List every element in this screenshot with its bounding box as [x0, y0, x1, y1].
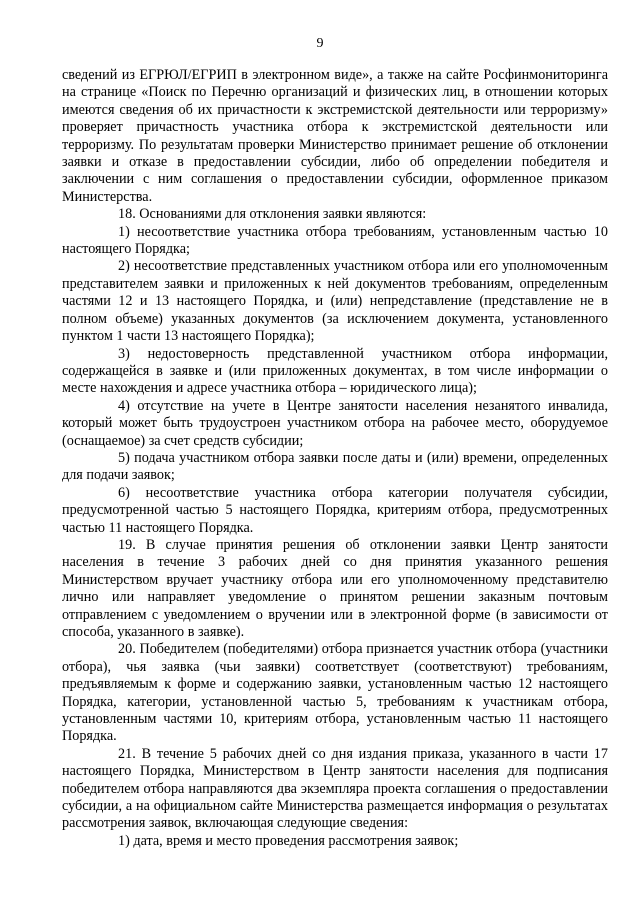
paragraph-18-item-1: 1) несоответствие участника отбора требованиям, установленным частью 10 настоящего Порядка;: [62, 223, 608, 258]
paragraph-18-item-4: 4) отсутствие на учете в Центре занятости населения незанятого инвалида, который может быть трудоустроен участником отбора на рабочее место, оборудуемое (оснащаемое) за счет средств субсидии;: [62, 397, 608, 449]
paragraph-continuation: сведений из ЕГРЮЛ/ЕГРИП в электронном виде», а также на сайте Росфинмониторинга на странице «Поиск по Перечню организаций и физических лиц, в отношении которых имеются сведения об их причастности к экстремистской деятельности или терроризму» проверяет причастность участника отбора к экстремистской деятельности или терроризму. По результатам проверки Министерство принимает решение об отклонении заявки и отказе в предоставлении субсидии, либо об определении победителя и заключении с ним соглашения о предоставлении субсидии, оформленное приказом Министерства.: [62, 67, 608, 205]
paragraph-21: 21. В течение 5 рабочих дней со дня издания приказа, указанного в части 17 настоящего Порядка, Министерством в Центр занятости населения для подписания победителем отбора направляются два экземпляра проекта соглашения о предоставлении субсидии, а на официальном сайте Министерства размещается информация о результатах рассмотрения заявок, включающая следующие сведения:: [62, 745, 608, 832]
paragraph-18-item-2: 2) несоответствие представленных участником отбора или его уполномоченным представителем заявки и приложенных к ней документов требованиям, определенным частями 12 и 13 настоящего Порядка, и (или) непредставление (представление не в полном объеме) указанных документов (за исключением документа, установленного пунктом 1 части 13 настоящего Порядка);: [62, 258, 608, 345]
paragraph-19: 19. В случае принятия решения об отклонении заявки Центр занятости населения в течение 3 рабочих дней со дня принятия указанного решения Министерством вручает участнику отбора или его уполномоченному представителю лично или направляет уведомление о принятом решении заказным почтовым отправлением с уведомлением о вручении или в электронной форме (в зависимости от способа, указанного в заявке).: [62, 536, 608, 640]
document-body: [62, 67, 608, 850]
paragraph-18-item-6: 6) несоответствие участника отбора категории получателя субсидии, предусмотренной частью 5 настоящего Порядка, критериям отбора, предусмотренных частью 11 настоящего Порядка.: [62, 484, 608, 536]
paragraph-18-item-3: 3) недостоверность представленной участником отбора информации, содержащейся в заявке и (или приложенных документах, в том числе информации о месте нахождения и адресе участника отбора – юридического лица);: [62, 345, 608, 397]
paragraph-21-item-1: 1) дата, время и место проведения рассмотрения заявок;: [118, 832, 459, 849]
paragraph-18-item-5: 5) подача участником отбора заявки после даты и (или) времени, определенных для подачи заявок;: [62, 449, 608, 484]
page-number: 9: [316, 36, 324, 51]
paragraph-18-heading: 18. Основаниями для отклонения заявки являются:: [118, 206, 427, 223]
paragraph-20: 20. Победителем (победителями) отбора признается участник отбора (участники отбора), чья заявка (чьи заявки) соответствует (соответствуют) требованиям, предъявляемым к форме и содержанию заявки, установленным частью 12 настоящего Порядка, категории, установленной частью 5, требованиям к участникам отбора, установленным частями 10, критериям отбора, установленным частью 11 настоящего Порядка.: [62, 641, 608, 745]
